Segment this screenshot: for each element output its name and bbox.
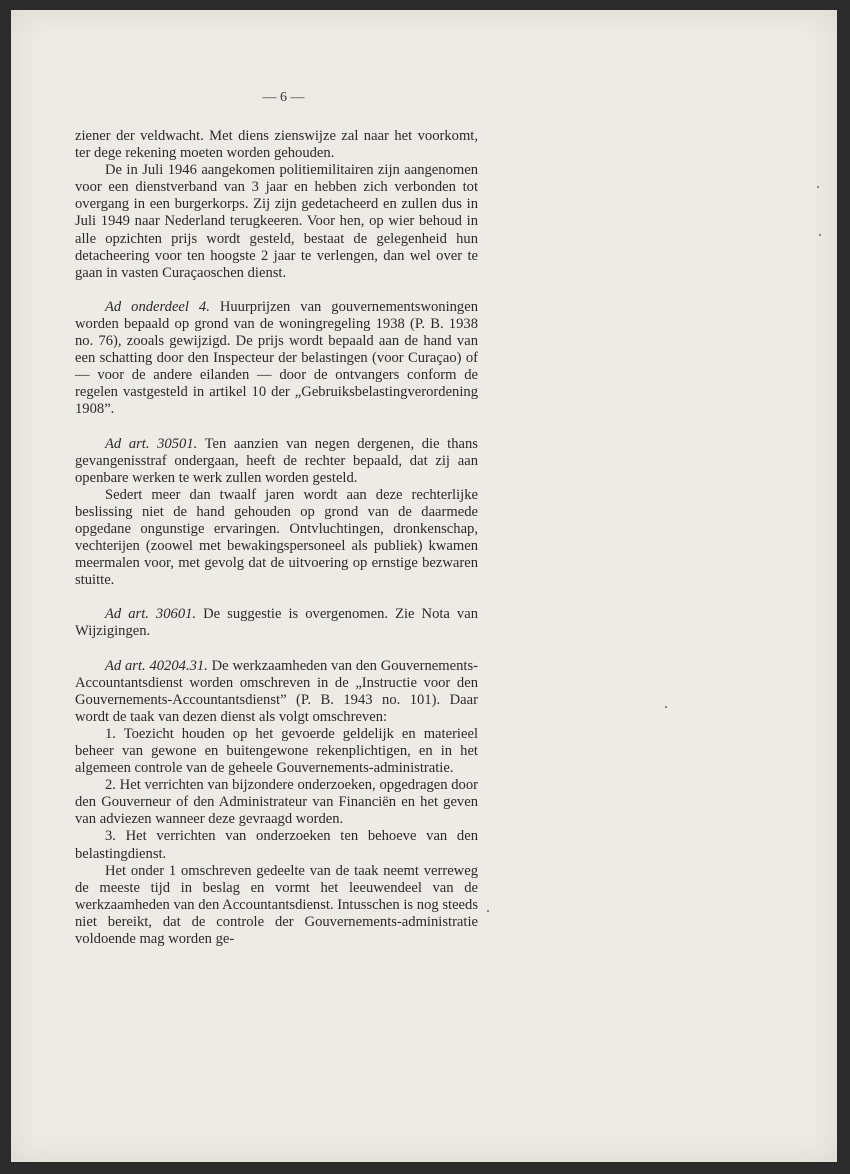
paragraph-text: 1. Toezicht houden op het gevoerde geldelijk en materieel beheer van gewone en buitengewone rekenplichtigen, en in het algemeen controle van de geheele Gouvernements-administratie. xyxy=(75,725,478,777)
paragraph-text: 2. Het verrichten van bijzondere onderzoeken, opgedragen door den Gouverneur of den Administrateur van Financiën en het geven van adviezen wanneer deze gevraagd worden. xyxy=(75,777,478,828)
paragraph-text: De suggestie is overgenomen. Zie Nota van Wijzigingen. xyxy=(75,606,478,640)
section-heading: Ad onderdeel 4. xyxy=(105,298,210,315)
body-text xyxy=(75,128,478,948)
section-heading: Ad art. 30501. xyxy=(105,435,198,452)
paragraph-onderdeel-4 xyxy=(75,299,478,419)
paragraph-rechterlijke-beslissing xyxy=(75,487,478,590)
list-item-2 xyxy=(75,777,478,828)
paragraph-leeuwendeel xyxy=(75,863,478,948)
list-item-1 xyxy=(75,726,478,777)
paragraph-text: Het onder 1 omschreven gedeelte van de taak neemt verreweg de meeste tijd in beslag en vormt het leeuwendeel van de werkzaamheden van den Accountantsdienst. Intusschen is nog steeds niet bereikt, dat de controle der Gouvernements-administratie voldoende mag worden ge- xyxy=(75,862,478,948)
page-number: — 6 — xyxy=(262,90,305,105)
list-item-3 xyxy=(75,828,478,862)
paragraph-politiemilitairen xyxy=(75,162,478,282)
paragraph-text: De in Juli 1946 aangekomen politiemilitairen zijn aangenomen voor een dienstverband van 3 jaar en hebben zich verbonden tot overgang in een burgerkorps. Zij zijn gedetacheerd en zullen dus in Juli 1949 naar Nederland terugkeeren. Voor hen, op wier behoud in alle opzichten prijs wordt gesteld, bestaat de gelegenheid hun detacheering voor ten hoogste 2 jaar te verlengen, dan wel over te gaan in vasten Curaçaoschen dienst. xyxy=(75,162,478,281)
paragraph-text: Ten aanzien van negen dergenen, die thans gevangenisstraf ondergaan, heeft de rechter bepaald, dat zij aan openbare werken te werk zullen worden gesteld. xyxy=(75,435,478,486)
paper-speck xyxy=(817,186,819,188)
paper-speck xyxy=(665,706,667,708)
paragraph-text: Huurprijzen van gouvernementswoningen worden bepaald op grond van de woningregeling 1938 (P. B. 1938 no. 76), zooals gewijzigd. De prijs wordt bepaald aan de hand van een schatting door den Inspecteur der belastingen (voor Curaçao) of — voor de andere eilanden — door de ontvangers conform de regelen vastgesteld in artikel 10 der „Gebruiksbelastingverordening 1908”. xyxy=(75,298,478,418)
paragraph-text: 3. Het verrichten van onderzoeken ten behoeve van den belastingdienst. xyxy=(75,828,478,862)
paragraph-text: ziener der veldwacht. Met diens zienswijze zal naar het voorkomt, ter dege rekening moeten worden gehouden. xyxy=(75,128,478,162)
paper-speck xyxy=(487,910,489,912)
section-heading: Ad art. 30601. xyxy=(105,606,197,623)
paragraph-art-30601 xyxy=(75,606,478,640)
document-page xyxy=(11,10,837,1162)
paragraph-continuation xyxy=(75,128,478,162)
section-heading: Ad art. 40204.31. xyxy=(105,657,208,674)
paragraph-text: Sedert meer dan twaalf jaren wordt aan deze rechterlijke beslissing niet de hand gehouden op grond van de daarmede opgedane ongunstige ervaringen. Ontvluchtingen, dronkenschap, vechterijen (zoowel met bewakingspersoneel als publiek) kwamen meermalen voor, met gevolg dat de uitvoering op ernstige bezwaren stuitte. xyxy=(75,486,478,589)
paragraph-art-30501 xyxy=(75,436,478,487)
paper-speck xyxy=(819,234,821,236)
paragraph-text: De werkzaamheden van den Gouvernements-Accountantsdienst worden omschreven in de „Instructie voor den Gouvernements-Accountantsdienst” (P. B. 1943 no. 101). Daar wordt de taak van dezen dienst als volgt omschreven: xyxy=(75,657,479,725)
paragraph-art-40204-31 xyxy=(75,658,478,726)
